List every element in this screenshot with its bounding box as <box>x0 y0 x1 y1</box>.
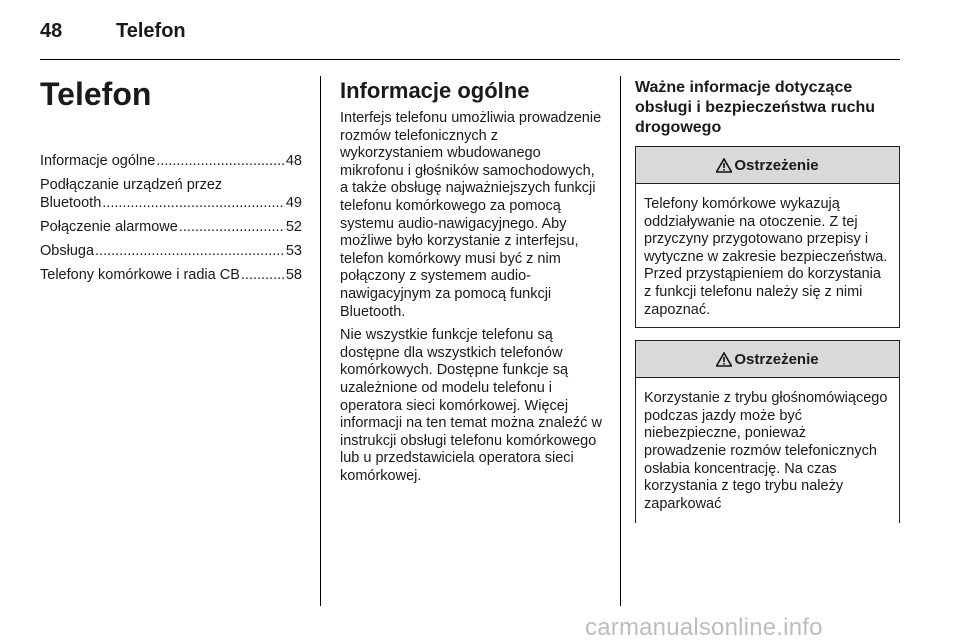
column-divider <box>620 76 621 606</box>
warning-text: Telefony komórkowe wykazują oddziaływanie na otoczenie. Z tej przyczyny przygotowano przepisy i wytyczne w zakresie bezpieczeństwa. Przed przystąpieniem do korzystania z funkcji telefonu należy się z nimi zapoznać. <box>644 196 888 318</box>
table-of-contents <box>40 152 302 284</box>
warning-box <box>635 340 900 523</box>
toc-page-number: 58 <box>285 267 302 283</box>
paragraph: Interfejs telefonu umożliwia prowadzenie rozmów telefonicznych z wykorzystaniem wbudowanego mikrofonu i głośników samochodowych, a także obsługę najważniejszych funkcji telefonu komórkowego za pomocą systemu audio-nawigacyjnego. Aby możliwe było korzystanie z interfejsu, telefon komórkowy musi być z nim połączony z systemem audio-nawigacyjnym za pomocą funkcji Bluetooth. <box>340 110 602 320</box>
watermark: carmanualsonline.info <box>585 614 823 641</box>
header-rule <box>40 59 900 60</box>
toc-page-number: 53 <box>285 243 302 259</box>
toc-leader-dots <box>156 152 285 170</box>
warning-icon <box>716 352 732 367</box>
toc-leader-dots <box>179 218 285 236</box>
column-divider <box>320 76 321 606</box>
toc-page-number: 49 <box>285 195 302 211</box>
section-title: Informacje ogólne <box>340 78 530 103</box>
toc-entry-label-line: Podłączanie urządzeń przez <box>40 177 223 193</box>
toc-entry[interactable] <box>40 242 302 260</box>
toc-entry-label: Informacje ogólne <box>40 153 156 169</box>
warning-label: Ostrzeżenie <box>734 350 819 368</box>
toc-leader-dots <box>95 242 285 260</box>
warning-icon <box>716 158 732 173</box>
toc-entry[interactable] <box>40 152 302 170</box>
toc-page-number: 52 <box>285 219 302 235</box>
page-number: 48 <box>40 20 63 42</box>
general-info-column <box>340 72 602 491</box>
toc-leader-dots <box>241 266 285 284</box>
safety-column <box>635 72 900 535</box>
toc-entry-label: Połączenie alarmowe <box>40 219 178 235</box>
header-title: Telefon <box>116 20 186 42</box>
chapter-title: Telefon <box>40 76 152 112</box>
warning-text: Korzystanie z trybu głośnomówiącego podczas jazdy może być niebezpieczne, ponieważ prowadzenie rozmów telefonicznych osłabia koncentrację. Na czas korzystania z tego trybu należy zaparkować <box>644 390 888 512</box>
warning-box <box>635 146 900 328</box>
toc-column <box>40 72 302 290</box>
toc-entry[interactable] <box>40 218 302 236</box>
toc-entry[interactable] <box>40 176 302 212</box>
toc-entry-label: Telefony komórkowe i radia CB <box>40 267 240 283</box>
paragraph: Nie wszystkie funkcje telefonu są dostępne dla wszystkich telefonów komórkowych. Dostępne funkcje są uzależnione od modelu telefonu i operatora sieci komórkowej. Więcej informacji na ten temat można znaleźć w instrukcji obsługi telefonu komórkowego lub u przedstawiciela operatora sieci komórkowej. <box>340 327 602 484</box>
warning-header <box>636 147 899 184</box>
toc-page-number: 48 <box>285 153 302 169</box>
toc-entry[interactable] <box>40 266 302 284</box>
toc-entry-label: Bluetooth <box>40 195 102 211</box>
warning-header <box>636 341 899 378</box>
toc-entry-label: Obsługa <box>40 243 95 259</box>
page-header <box>40 20 900 50</box>
warning-label: Ostrzeżenie <box>734 156 819 174</box>
toc-leader-dots <box>102 194 285 212</box>
safety-title: Ważne informacje dotyczące obsługi i bezpieczeństwa ruchu drogowego <box>635 79 876 136</box>
